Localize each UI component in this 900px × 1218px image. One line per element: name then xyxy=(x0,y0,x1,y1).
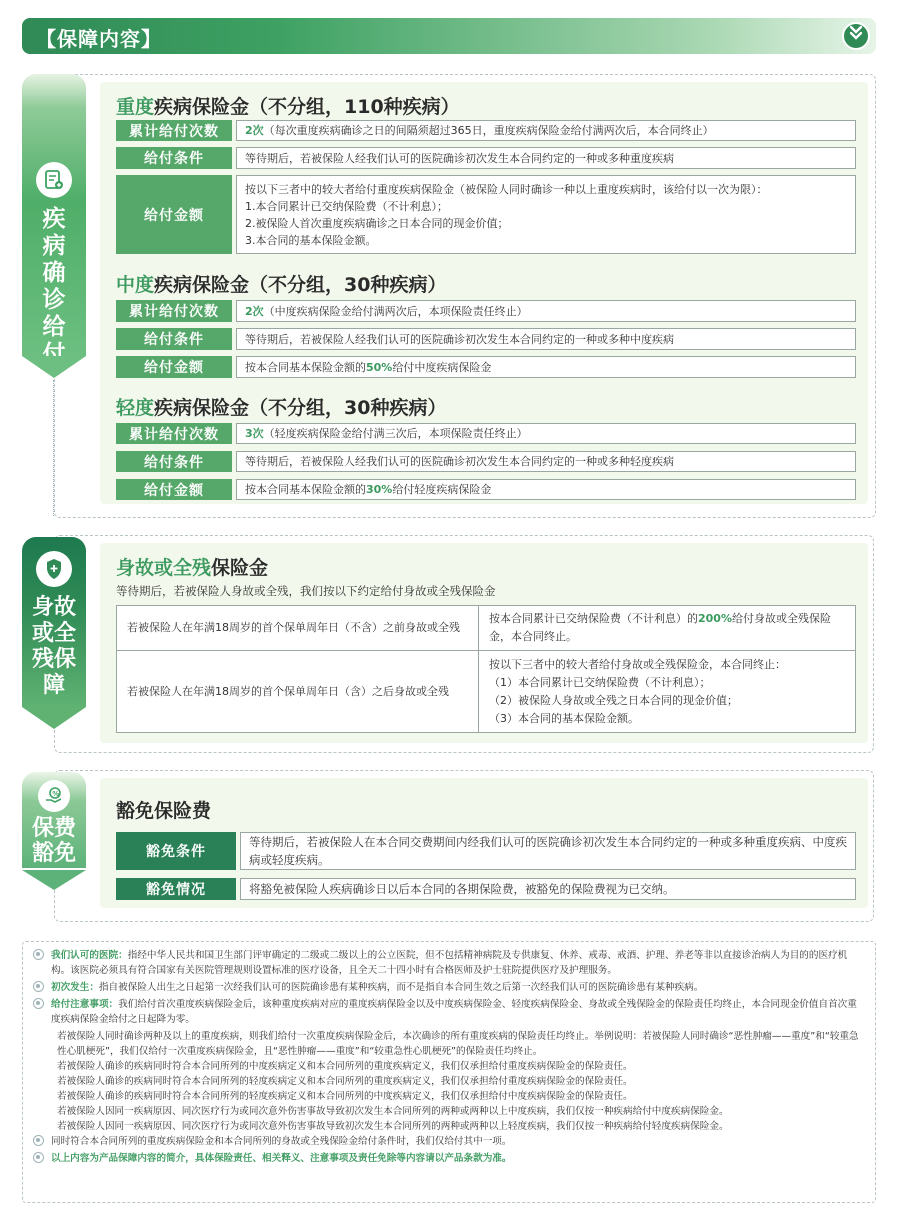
list-item: 以上内容为产品保障内容的简介，具体保险责任、相关释义、注意事项及责任免除等内容请以产品条款为准。 xyxy=(33,1151,865,1166)
mild-count-row: 累计给付次数 3次 （轻度疾病保险金给付满三次后，本项保险责任终止） xyxy=(116,423,856,444)
severe-count-row: 累计给付次数 2次 （每次重度疾病确诊之日的间隔须超过365日，重度疾病保险金给付满两次后，本合同终止） xyxy=(116,120,856,141)
tab-waiver[interactable] xyxy=(22,772,86,868)
row-label: 给付金额 xyxy=(116,479,232,500)
sub-item: 若被保险人确诊的疾病同时符合本合同所列的轻度疾病定义和本合同所列的中度疾病定义，我们仅承担给付中度疾病保险金的保险责任。 xyxy=(57,1091,633,1102)
row-label: 给付金额 xyxy=(116,356,232,378)
row-label: 给付金额 xyxy=(116,175,232,254)
tab-label: 疾病确诊给付 xyxy=(42,206,66,367)
waiver-condition-row: 豁免条件 等待期后，若被保险人在本合同交费期间内经我们认可的医院确诊初次发生本合同约定的一种或多种重度疾病、中度疾病或轻度疾病。 xyxy=(116,832,856,870)
section-header xyxy=(22,18,876,54)
section-title: 【保障内容】 xyxy=(36,27,162,51)
tab-label: 身故或全残保障 xyxy=(31,595,76,698)
row-label: 累计给付次数 xyxy=(116,423,232,444)
row-label: 豁免条件 xyxy=(116,832,236,870)
sub-item: 若被保险人因同一疾病原因、同次医疗行为或同次意外伤害事故导致初次发生本合同所列的两种或两种以上轻度疾病，我们仅按一种疾病给付轻度疾病保险金。 xyxy=(57,1121,729,1132)
tab-illness[interactable] xyxy=(22,74,86,367)
death-title: 身故或全残保险金 xyxy=(116,557,269,579)
severe-title: 重度疾病保险金（不分组，110种疾病） xyxy=(116,96,460,118)
death-table xyxy=(116,605,856,733)
tab-label: 保费豁免 xyxy=(31,816,76,866)
table-row: 若被保险人在年满18周岁的首个保单周年日（含）之后身故或全残 按以下三者中的较大者给付身故或全残保险金，本合同终止： （1）本合同累计已交纳保险费（不计利息）； （2）被保险人身故或全残之日本合同的现金价值； （3）本合同的基本保险金额。 xyxy=(117,651,856,733)
moderate-title: 中度疾病保险金（不分组，30种疾病） xyxy=(116,274,447,296)
severe-amount-row: 给付金额 按以下三者中的较大者给付重度疾病保险金（被保险人同时确诊一种以上重度疾病时，该给付以一次为限）： 1.本合同累计已交纳保险费（不计利息）； 2.被保险人首次重度疾病确诊之日本合同的现金价值； 3.本合同的基本保险金额。 xyxy=(116,175,856,254)
row-label: 给付条件 xyxy=(116,147,232,169)
shield-icon xyxy=(36,551,72,587)
sub-item: 若被保险人同时确诊两种及以上的重度疾病，则我们给付一次重度疾病保险金后，本次确诊的所有重度疾病的保险责任均终止。举例说明：若被保险人同时确诊“恶性肿瘤——重度”和“较重急性心肌梗死”，我们仅给付一次重度疾病保险金，且“恶性肿瘤——重度”和“较重急性心肌梗死”的保险责任均终止。 xyxy=(57,1031,859,1057)
moderate-count-row: 累计给付次数 2次 （中度疾病保险金给付满两次后，本项保险责任终止） xyxy=(116,300,856,322)
row-label: 累计给付次数 xyxy=(116,300,232,322)
table-row: 若被保险人在年满18周岁的首个保单周年日（不含）之前身故或全残 按本合同累计已交纳保险费（不计利息）的200%给付身故或全残保险金，本合同终止。 xyxy=(117,606,856,651)
money-hand-icon xyxy=(38,780,70,812)
severe-condition-row: 给付条件 等待期后，若被保险人经我们认可的医院确诊初次发生本合同约定的一种或多种重度疾病 xyxy=(116,147,856,169)
sub-item: 若被保险人确诊的疾病同时符合本合同所列的中度疾病定义和本合同所列的重度疾病定义，我们仅承担给付重度疾病保险金的保险责任。 xyxy=(57,1061,633,1072)
moderate-condition-row: 给付条件 等待期后，若被保险人经我们认可的医院确诊初次发生本合同约定的一种或多种中度疾病 xyxy=(116,328,856,350)
sub-item: 若被保险人因同一疾病原因、同次医疗行为或同次意外伤害事故导致初次发生本合同所列的两种或两种以上中度疾病，我们仅按一种疾病给付中度疾病保险金。 xyxy=(57,1106,729,1117)
list-item: 给付注意事项：我们给付首次重度疾病保险金后，该种重度疾病对应的重度疾病保险金以及中度疾病保险金、轻度疾病保险金、身故或全残保险金的保险责任均终止，本合同现金价值自首次重度疾病保险金给付之日起降为零。 xyxy=(33,997,865,1027)
row-label: 给付条件 xyxy=(116,451,232,472)
sub-item: 若被保险人确诊的疾病同时符合本合同所列的轻度疾病定义和本合同所列的重度疾病定义，我们仅承担给付重度疾病保险金的保险责任。 xyxy=(57,1076,633,1087)
row-label: 豁免情况 xyxy=(116,878,236,900)
list-item: 初次发生：指自被保险人出生之日起第一次经我们认可的医院确诊患有某种疾病，而不是指自本合同生效之后第一次经我们认可的医院确诊患有某种疾病。 xyxy=(33,980,865,995)
mild-condition-row: 给付条件 等待期后，若被保险人经我们认可的医院确诊初次发生本合同约定的一种或多种轻度疾病 xyxy=(116,451,856,472)
tab-death[interactable] xyxy=(22,537,86,707)
mild-amount-row: 给付金额 按本合同基本保险金额的 30% 给付轻度疾病保险金 xyxy=(116,479,856,500)
death-intro: 等待期后，若被保险人身故或全残，我们按以下约定给付身故或全残保险金 xyxy=(116,584,496,598)
notes-section xyxy=(22,941,876,1203)
row-label: 给付条件 xyxy=(116,328,232,350)
svg-text:%: % xyxy=(52,790,60,798)
moderate-amount-row: 给付金额 按本合同基本保险金额的 50% 给付中度疾病保险金 xyxy=(116,356,856,378)
list-item: 我们认可的医院：指经中华人民共和国卫生部门评审确定的二级或二级以上的公立医院，但不包括精神病院及专供康复、休养、戒毒、戒酒、护理、养老等非以直接诊治病人为目的的医疗机构。该医院必须具有符合国家有关医院管理规则设置标准的医疗设备，且全天二十四小时有合格医师及护士驻院提供医疗及护理服务。 xyxy=(33,948,865,978)
mild-title: 轻度疾病保险金（不分组，30种疾病） xyxy=(116,397,447,419)
list-item: 同时符合本合同所列的重度疾病保险金和本合同所列的身故或全残保险金给付条件时，我们仅给付其中一项。 xyxy=(33,1134,865,1149)
waiver-title: 豁免保险费 xyxy=(116,800,212,822)
medical-report-icon xyxy=(36,162,72,198)
row-label: 累计给付次数 xyxy=(116,120,232,141)
waiver-status-row: 豁免情况 将豁免被保险人疾病确诊日以后本合同的各期保险费，被豁免的保险费视为已交纳。 xyxy=(116,878,856,900)
double-chevron-down-icon[interactable] xyxy=(842,22,870,50)
